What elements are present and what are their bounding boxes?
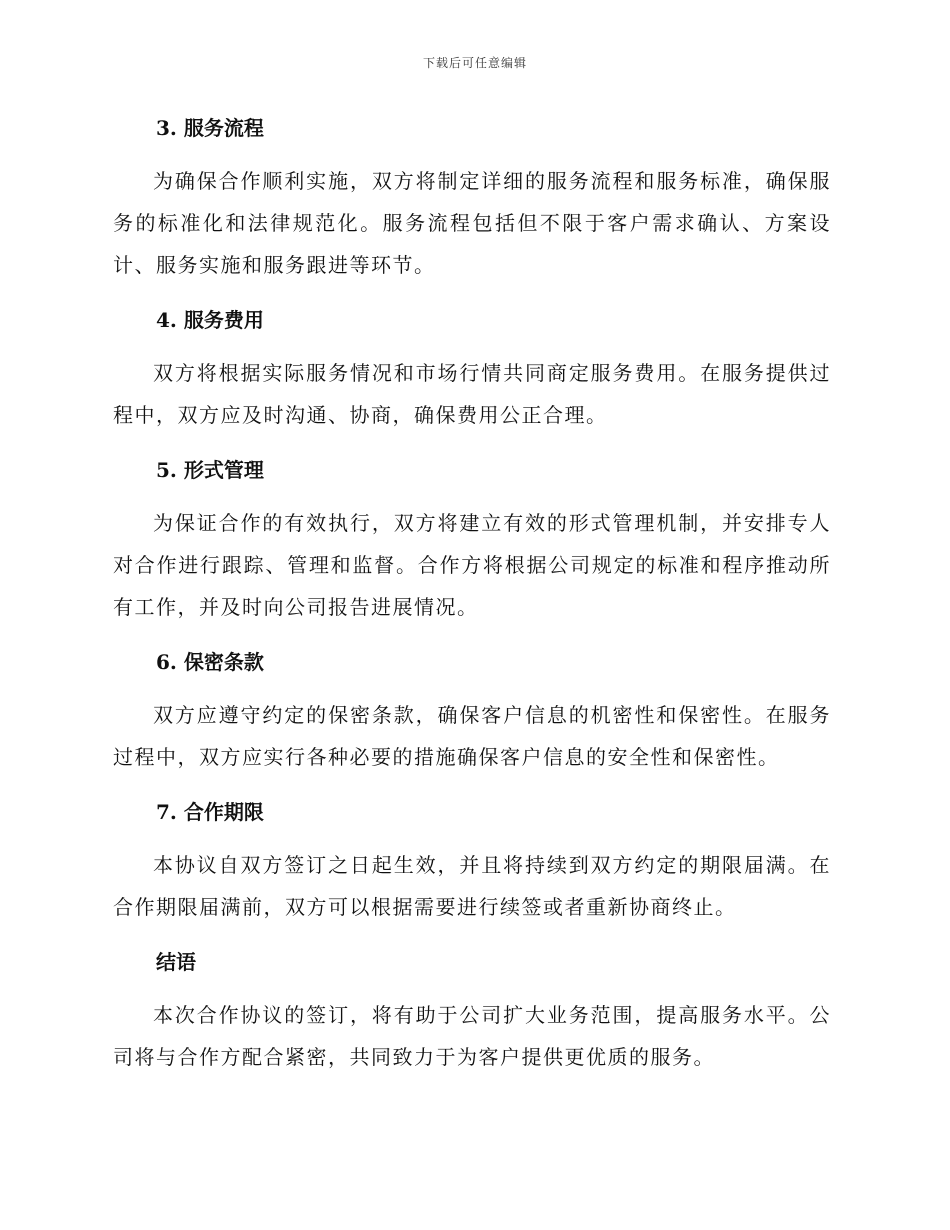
section-heading: 4. 服务费用	[156, 308, 264, 332]
section-conclusion	[113, 942, 831, 1078]
section-heading: 7. 合作期限	[156, 800, 264, 824]
section-heading: 结语	[156, 950, 196, 974]
page-header: 下载后可任意编辑	[422, 56, 527, 70]
section-paragraph: 双方应遵守约定的保密条款，确保客户信息的机密性和保密性。在服务过程中，双方应实行各种必要的措施确保客户信息的安全性和保密性。	[113, 703, 831, 769]
section-paragraph: 本次合作协议的签订，将有助于公司扩大业务范围，提高服务水平。公司将与合作方配合紧密，共同致力于为客户提供更优质的服务。	[113, 1003, 831, 1069]
section-confidentiality	[113, 642, 831, 778]
section-form-management	[113, 450, 831, 628]
section-service-process	[113, 108, 831, 286]
document-body	[113, 108, 831, 1092]
section-cooperation-term	[113, 792, 831, 928]
section-paragraph: 为保证合作的有效执行，双方将建立有效的形式管理机制，并安排专人对合作进行跟踪、管理和监督。合作方将根据公司规定的标准和程序推动所有工作，并及时向公司报告进展情况。	[113, 511, 831, 619]
section-heading: 5. 形式管理	[156, 458, 264, 482]
section-heading: 3. 服务流程	[156, 116, 264, 140]
section-service-fees	[113, 300, 831, 436]
section-paragraph: 为确保合作顺利实施，双方将制定详细的服务流程和服务标准，确保服务的标准化和法律规范化。服务流程包括但不限于客户需求确认、方案设计、服务实施和服务跟进等环节。	[113, 169, 831, 277]
section-heading: 6. 保密条款	[156, 650, 264, 674]
section-paragraph: 双方将根据实际服务情况和市场行情共同商定服务费用。在服务提供过程中，双方应及时沟通、协商，确保费用公正合理。	[113, 361, 831, 427]
section-paragraph: 本协议自双方签订之日起生效，并且将持续到双方约定的期限届满。在合作期限届满前，双方可以根据需要进行续签或者重新协商终止。	[113, 853, 831, 919]
